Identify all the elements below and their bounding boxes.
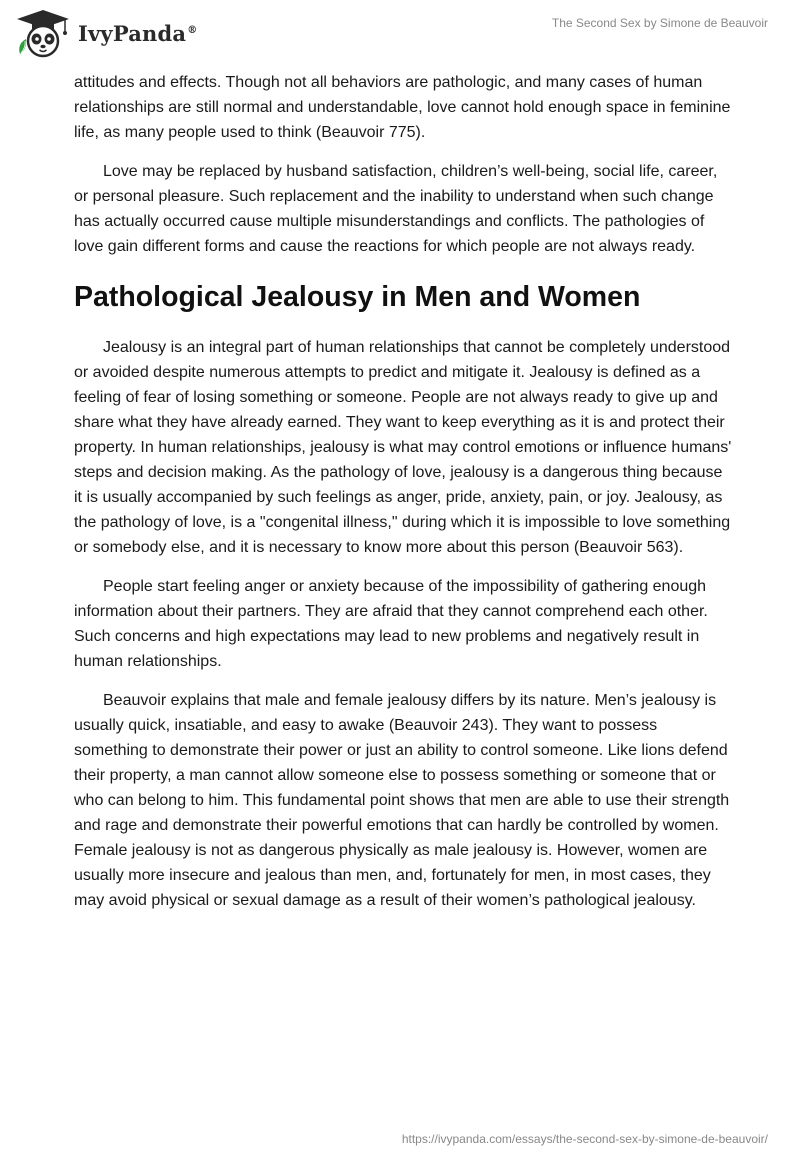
source-url-link[interactable]: https://ivypanda.com/essays/the-second-sex-by-simone-de-beauvoir/ xyxy=(401,1132,768,1146)
paragraph: Jealousy is an integral part of human relationships that cannot be completely understood or avoided despite numerous attempts to predict and mitigate it. Jealousy is defined as a feeling of fear of losing something or someone. People are not always ready to give up and share what they have already earned. They want to keep everything as it is and protect their property. In human relationships, jealousy is what may control emotions or influence humans' steps and decision making. As the pathology of love, jealousy is a dangerous thing because it is usually accompanied by such feelings as anger, pride, anxiety, pain, or joy. Jealousy, as the pathology of love, is a "congenital illness," during which it is impossible to love something or somebody else, and it is necessary to know more about this person (Beauvoir 563). xyxy=(74,339,732,556)
brand-name xyxy=(78,21,197,46)
brand-text: IvyPanda xyxy=(78,20,187,46)
ivypanda-logo[interactable] xyxy=(14,8,197,58)
essay-body xyxy=(74,70,734,927)
section-heading: Pathological Jealousy in Men and Women xyxy=(74,281,641,313)
document-title: The Second Sex by Simone de Beauvoir xyxy=(551,16,768,30)
paragraph: People start feeling anger or anxiety because of the impossibility of gathering enough information about their partners. They are afraid that they cannot comprehend each other. Such concerns and high expectations may lead to new problems and negatively result in human relationships. xyxy=(74,578,708,670)
page-header xyxy=(0,0,800,70)
panda-graduate-logo-icon xyxy=(14,8,72,58)
paragraph: Love may be replaced by husband satisfaction, children’s well-being, social life, career, or personal pleasure. Such replacement and the inability to understand when such change has actually occurred cause multiple misunderstandings and conflicts. The pathologies of love gain different forms and cause the reactions for which people are not always ready. xyxy=(74,163,718,255)
paragraph-continuation: attitudes and effects. Though not all behaviors are pathologic, and many cases of human relationships are still normal and understandable, love cannot hold enough space in feminine life, as many people used to think (Beauvoir 775). xyxy=(74,74,731,141)
paragraph: Beauvoir explains that male and female jealousy differs by its nature. Men’s jealousy is usually quick, insatiable, and easy to awake (Beauvoir 243). They want to possess something to demonstrate their power or just an ability to control someone. Like lions defend their property, a man cannot allow someone else to possess something or someone that or who can belong to him. This fundamental point shows that men are able to use their strength and rage and demonstrate their powerful emotions that can hardly be controlled by women. Female jealousy is not as dangerous physically as male jealousy is. However, women are usually more insecure and jealous than men, and, fortunately for men, in most cases, they may avoid physical or sexual damage as a result of their women’s pathological jealousy. xyxy=(74,692,730,909)
registered-mark: ® xyxy=(187,24,198,36)
